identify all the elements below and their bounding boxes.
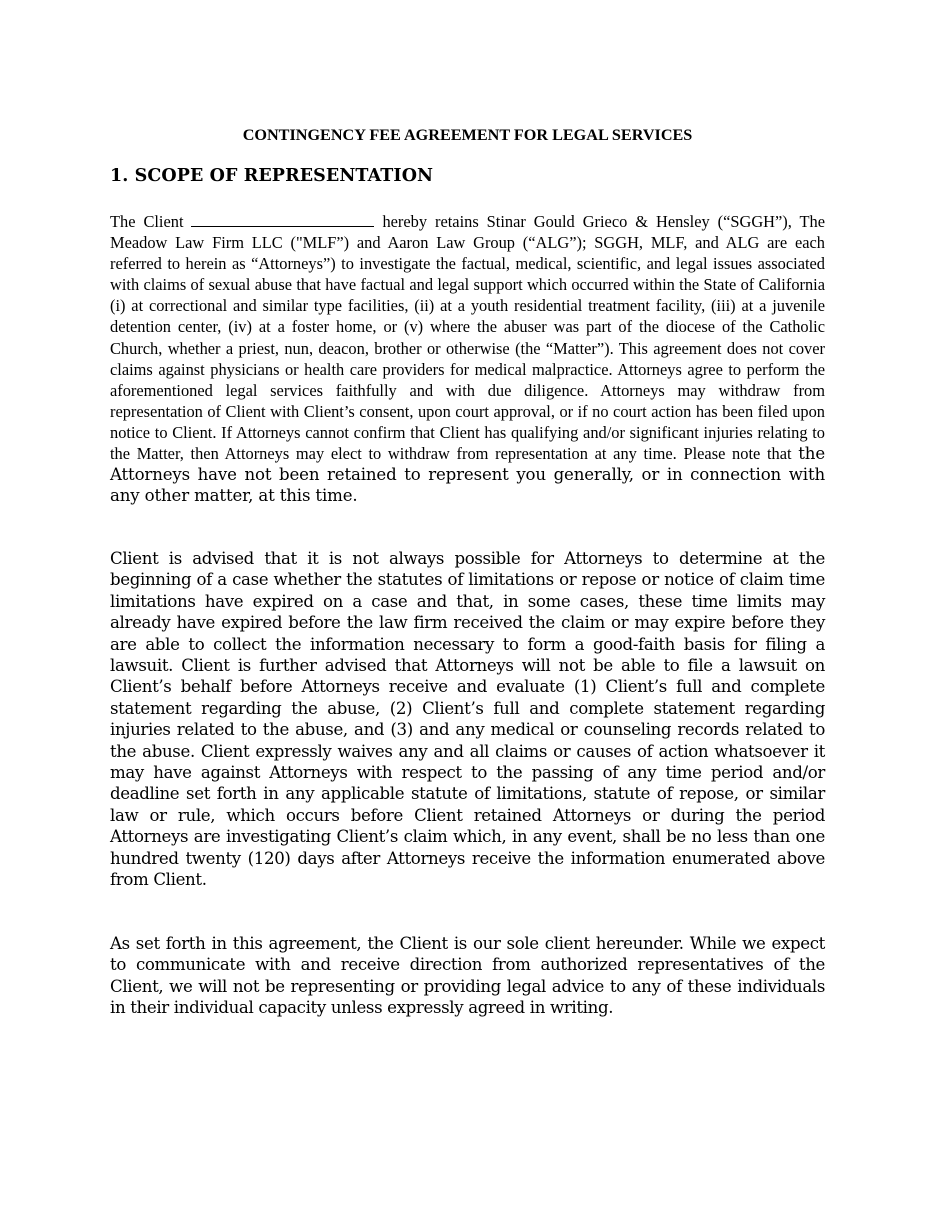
paragraph-text-large: the Attorneys have not been retained to represent you generally, or in connection with any other matter, at this time. (110, 444, 825, 506)
client-name-blank-field[interactable] (191, 212, 374, 227)
paragraph-text: The Client (110, 212, 192, 231)
document-title: CONTINGENCY FEE AGREEMENT FOR LEGAL SERVICES (242, 126, 693, 144)
paragraph-sole-client: As set forth in this agreement, the Client is our sole client hereunder. While we expect to communicate with and receive direction from authorized representatives of the Client, we will not be representing or providing legal advice to any of these individuals in their individual capacity unless expressly agreed in writing. (110, 934, 825, 1018)
paragraph-limitations: Client is advised that it is not always possible for Attorneys to determine at the beginning of a case whether the statutes of limitations or repose or notice of claim time limitations have expired on a case and that, in some cases, these time limits may already have expired before the law firm received the claim or may expire before they are able to collect the information necessary to form a good-faith basis for filing a lawsuit. Client is further advised that Attorneys will not be able to file a lawsuit on Client’s behalf before Attorneys receive and evaluate (1) Client’s full and complete statement regarding the abuse, (2) Client’s full and complete statement regarding injuries related to the abuse, and (3) and any medical or counseling records related to the abuse. Client expressly waives any and all claims or causes of action whatsoever it may have against Attorneys with respect to the passing of any time period and/or deadline set forth in any applicable statute of limitations, statute of repose, or similar law or rule, which occurs before Client retained Attorneys or during the period Attorneys are investigating Client’s claim which, in any event, shall be no less than one hundred twenty (120) days after Attorneys receive the information enumerated above from Client. (110, 549, 825, 890)
paragraph-scope (110, 211, 825, 506)
paragraph-text: hereby retains Stinar Gould Grieco & Hensley (“SGGH”), The Meadow Law Firm LLC ("MLF”) and Aaron Law Group (“ALG”); SGGH, MLF, and ALG are each referred to herein as “Attorneys”) to investigate the factual, medical, scientific, and legal issues associated with claims of sexual abuse that have factual and legal support which occurred within the State of California (i) at correctional and similar type facilities, (ii) at a youth residential treatment facility, (iii) at a juvenile detention center, (iv) at a foster home, or (v) where the abuser was part of the diocese of the Catholic Church, whether a priest, nun, deacon, brother or otherwise (the “Matter”). This agreement does not cover claims against physicians or health care providers for medical malpractice. Attorneys agree to perform the aforementioned legal services faithfully and with due diligence. Attorneys may withdraw from representation of Client with Client’s consent, upon court approval, or if no court action has been filed upon notice to Client. If Attorneys cannot confirm that Client has qualifying and/or significant injuries relating to the Matter, then Attorneys may elect to withdraw from representation at any time. Please note that (110, 212, 825, 464)
section-heading: 1. SCOPE OF REPRESENTATION (110, 166, 434, 186)
